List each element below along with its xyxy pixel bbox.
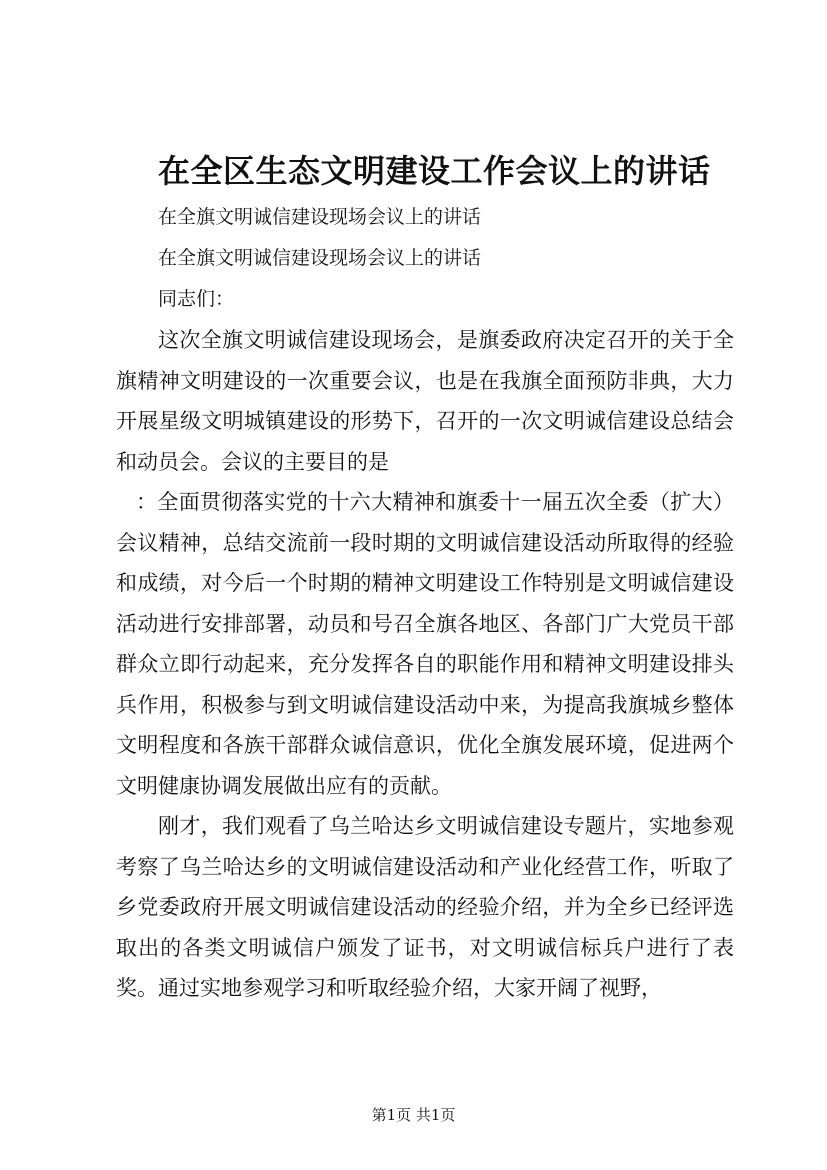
paragraph-1: 这次全旗文明诚信建设现场会，是旗委政府决定召开的关于全旗精神文明建设的一次重要会议，也是在我旗全面预防非典，大力开展星级文明城镇建设的形势下，召开的一次文明诚信建设总结会和动员会。会议的主要目的是 [116, 328, 734, 474]
greeting: 同志们： [158, 288, 235, 310]
subtitle-line-2: 在全旗文明诚信建设现场会议上的讲话 [158, 247, 482, 269]
page-footer: 第1页 共1页 [371, 1106, 456, 1124]
paragraph-3: 刚才，我们观看了乌兰哈达乡文明诚信建设专题片，实地参观考察了乌兰哈达乡的文明诚信建设活动和产业化经营工作，听取了乡党委政府开展文明诚信建设活动的经验介绍，并为全乡已经评选取出的各类文明诚信户颁发了证书，对文明诚信标兵户进行了表奖。通过实地参观学习和听取经验介绍，大家开阔了视野， [116, 814, 734, 1000]
document-title: 在全区生态文明建设工作会议上的讲话 [158, 152, 711, 190]
subtitle-line-1: 在全旗文明诚信建设现场会议上的讲话 [158, 206, 482, 228]
paragraph-2: ：全面贯彻落实党的十六大精神和旗委十一届五次全委（扩大）会议精神，总结交流前一段时期的文明诚信建设活动所取得的经验和成绩，对今后一个时期的精神文明建设工作特别是文明诚信建设活动进行安排部署，动员和号召全旗各地区、各部门广大党员干部群众立即行动起来，充分发挥各自的职能作用和精神文明建设排头兵作用，积极参与到文明诚信建设活动中来，为提高我旗城乡整体文明程度和各族干部群众诚信意识，优化全旗发展环境，促进两个文明健康协调发展做出应有的贡献。 [116, 490, 734, 798]
